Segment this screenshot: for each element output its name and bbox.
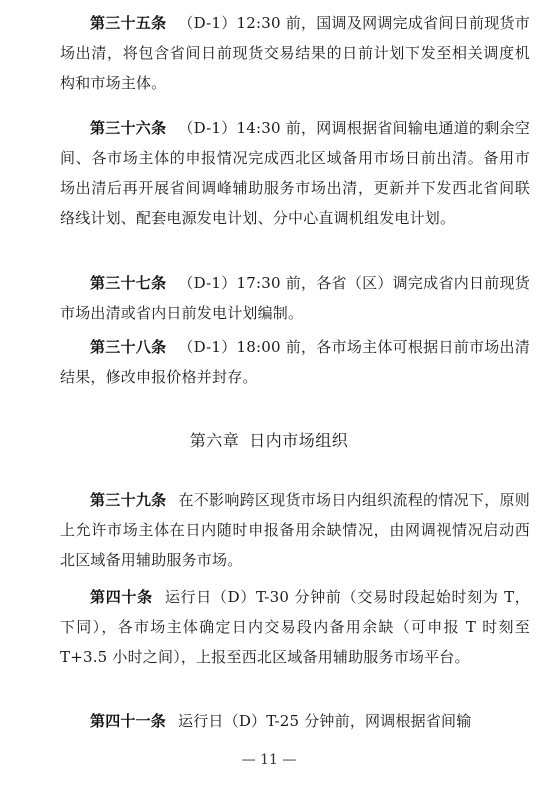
page-number: — 11 — <box>241 752 297 768</box>
chapter-number: 第六章 <box>189 431 240 450</box>
article-text: 运行日（D）T-30 分钟前（交易时段起始时刻为 T，下同），各市场主体确定日内交易段内备用余缺（可申报 T 时刻至 T+3.5 小时之间），上报至西北区域备用辅助服务市场平台。 <box>60 588 530 666</box>
chapter-title: 日内市场组织 <box>249 431 349 450</box>
article-text: （D-1）14:30 前，网调根据省间输电通道的剩余空间、各市场主体的申报情况完成西北区域备用市场日前出清。备用市场出清后再开展省间调峰辅助服务市场出清，更新并下发西北省间联络线计划、配套电源发电计划、分中心直调机组发电计划。 <box>60 119 530 227</box>
article-text: （D-1）17:30 前，各省（区）调完成省内日前现货市场出清或省内日前发电计划编制。 <box>60 274 530 322</box>
article-text: 运行日（D）T-25 分钟前，网调根据省间输 <box>178 712 472 730</box>
article-number: 第三十七条 <box>90 274 167 292</box>
article-37 <box>60 268 530 328</box>
article-number: 第三十五条 <box>90 14 167 32</box>
article-number: 第四十一条 <box>90 712 167 730</box>
article-36 <box>60 113 530 233</box>
article-39 <box>60 485 530 575</box>
article-number: 第三十六条 <box>90 119 167 137</box>
chapter-heading <box>0 428 538 451</box>
article-text: 在不影响跨区现货市场日内组织流程的情况下，原则上允许市场主体在日内随时申报备用余缺情况，由网调视情况启动西北区域备用辅助服务市场。 <box>60 491 530 569</box>
article-38 <box>60 332 530 392</box>
article-text: （D-1）18:00 前，各市场主体可根据日前市场出清结果，修改申报价格并封存。 <box>60 338 530 386</box>
article-number: 第四十条 <box>90 588 153 606</box>
article-number: 第三十八条 <box>90 338 167 356</box>
article-40 <box>60 582 530 672</box>
article-text: （D-1）12:30 前，国调及网调完成省间日前现货市场出清，将包含省间日前现货交易结果的日前计划下发至相关调度机构和市场主体。 <box>60 14 530 92</box>
article-35 <box>60 8 530 98</box>
article-41 <box>60 706 530 736</box>
article-number: 第三十九条 <box>90 491 167 509</box>
